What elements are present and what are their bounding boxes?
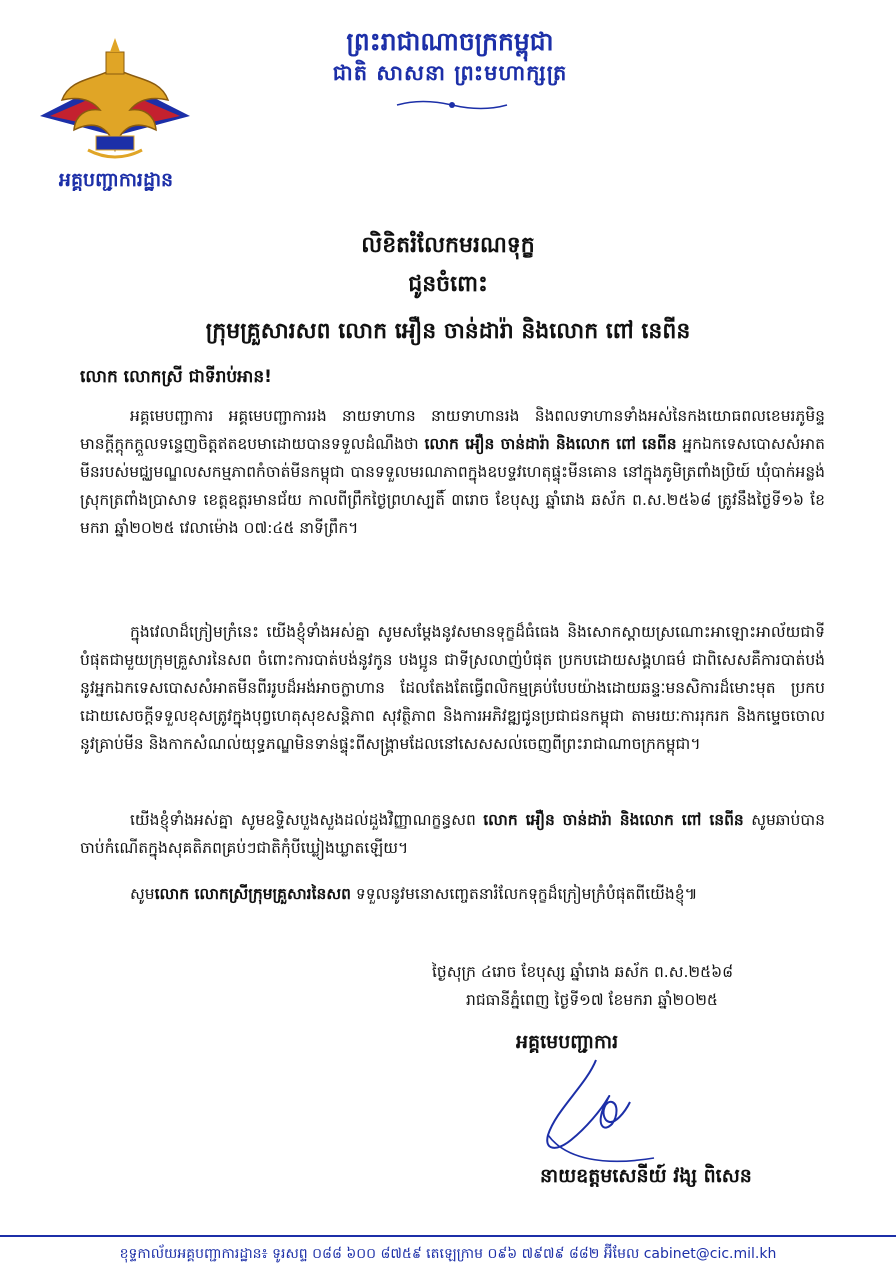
signer-name: នាយឧត្តមសេនីយ៍ វង្ស ពិសេន <box>540 1165 752 1187</box>
p3-deceased-names: លោក អឿន ចាន់ដារ៉ា និងលោក ពៅ នេពីន <box>483 811 744 829</box>
p1-text-b: អ្នកឯកទេសបោសសំអាតមីនរបស់មជ្ឈមណ្ឌលសកម្មភាពកំចាត់មីនកម្ពុជា បានទទួលមរណភាពក្នុងឧបទ្ទវហេតុផ្ទុះមីនគោន នៅក្នុងភូមិត្រពាំងប្រិយ៍ ឃុំបាក់អន្លង់ ស្រុកត្រពាំងប្រាសាទ ខេត្តឧត្តរមានជ័យ កាលពីព្រឹកថ្ងៃព្រហស្បតិ៍ ៣រោច ខែបុស្ស ឆ្នាំរោង ឆស័ក ព.ស.២៥៦៨ ត្រូវនឹងថ្ងៃទី១៦ ខែមករា ឆ្នាំ២០២៥ វេលាម៉ោង ០៧:៤៥ នាទីព្រឹក។ <box>80 435 825 537</box>
footer-contact: ខុទ្ទកាល័យអគ្គបញ្ជាការដ្ឋាន៖ ទូរសព្ទ ០៨៨ ៦០០ ៨៧៥៩ តេឡេក្រាម ០៩៦ ៧៩៧៩ ៨៨២ អ៊ីមែល cabinet@cic.mil.kh <box>119 1246 777 1262</box>
lunar-date: ថ្ងៃសុក្រ ៤រោច ខែបុស្ស ឆ្នាំរោង ឆស័ក ព.ស.២៥៦៨ <box>432 963 734 981</box>
national-motto: ជាតិ សាសនា ព្រះមហាក្សត្រ <box>332 61 568 85</box>
paragraph-1 <box>80 402 825 542</box>
paragraph-4 <box>80 880 825 908</box>
p3-text-b: សូមឆាប់បានចាប់កំណើតក្នុងសុគតិភពគ្រប់ៗជាតិកុំបីឃ្លៀងឃ្លាតឡើយ។ <box>80 811 825 857</box>
department-name: អគ្គបញ្ជាការដ្ឋាន <box>58 169 174 191</box>
paragraph-2 <box>80 618 825 758</box>
handwritten-signature <box>526 1040 666 1170</box>
signer-title: អគ្គមេបញ្ជាការ <box>516 1031 619 1053</box>
p4-text-b: ទទួលនូវមនោសញ្ចេតនារំលែកទុក្ខដ៏ក្រៀមក្រំបំផុតពីយើងខ្ញុំ៕ <box>350 885 698 903</box>
letter-recipient: ក្រុមគ្រួសារសព លោក អឿន ចាន់ដារ៉ា និងលោក ពៅ នេពីន <box>205 319 691 344</box>
p4-family: លោក លោកស្រីក្រុមគ្រួសារនៃសព <box>154 885 351 903</box>
p1-text-a: អគ្គមេបញ្ជាការ អគ្គមេបញ្ជាការរង នាយទាហាន នាយទាហានរង និងពលទាហានទាំងអស់នៃកងយោធពលខេមរភូមិន្ទ មានក្តីក្តុកក្តួលទន្ទេញចិត្តឥតឧបមាដោយបានទទួលដំណឹងថា <box>80 407 825 453</box>
rcaf-emblem-logo <box>40 38 190 168</box>
footer-divider <box>0 1235 896 1237</box>
p2-text: ក្នុងវេលាដ៏ក្រៀមក្រំនេះ យើងខ្ញុំទាំងអស់គ្នា សូមសម្តែងនូវសមានទុក្ខដ៏ធំធេង និងសោកស្តាយស្រណោះអាឡោះអាល័យជាទីបំផុតជាមួយក្រុមគ្រួសារនៃសព ចំពោះការបាត់បង់នូវកូន បងប្អូន ជាទីស្រលាញ់បំផុត ប្រកបដោយសង្គហធម៌ ជាពិសេសគឺការបាត់បង់នូវអ្នកឯកទេសបោសសំអាតមីនពីររូបដ៏អង់អាចក្លាហាន ដែលតែងតែធ្វើពលិកម្មគ្រប់បែបយ៉ាងដោយឆន្ទៈមនសិការដ៏មោះមុត ប្រកបដោយសេចក្តីទទួលខុសត្រូវក្នុងបុព្វហេតុសុខសន្តិភាព សុវត្ថិភាព និងការអភិវឌ្ឍជូនប្រជាជនកម្ពុជា តាមរយៈការរុករក និងកម្ទេចចោលនូវគ្រាប់មីន និងកាកសំណល់យុទ្ធភណ្ឌមិនទាន់ផ្ទុះពីសង្គ្រាមដែលនៅសេសសល់ចេញពីព្រះរាជាណាចក្រកម្ពុជា។ <box>80 623 825 753</box>
p3-text-a: យើងខ្ញុំទាំងអស់គ្នា សូមឧទ្ទិសបួងសួងដល់ដួងវិញ្ញាណក្ខន្ធសព <box>130 811 484 829</box>
letter-title: លិខិតរំលែកមរណទុក្ខ <box>361 233 535 258</box>
kingdom-heading: ព្រះរាជាណាចក្រកម្ពុជា <box>346 27 554 56</box>
ornament-divider <box>392 98 512 112</box>
p4-text-a: សូម <box>130 885 155 903</box>
p1-deceased-names: លោក អឿន ចាន់ដារ៉ា និងលោក ពៅ នេពីន <box>424 435 677 453</box>
letter-title-block <box>60 226 836 352</box>
letter-addressee-label: ជូនចំពោះ <box>408 272 488 297</box>
place-and-date: រាជធានីភ្នំពេញ ថ្ងៃទី១៧ ខែមករា ឆ្នាំ២០២៥ <box>466 991 718 1009</box>
paragraph-3 <box>80 806 825 862</box>
salutation: លោក លោកស្រី ជាទីរាប់អាន! <box>80 367 272 387</box>
